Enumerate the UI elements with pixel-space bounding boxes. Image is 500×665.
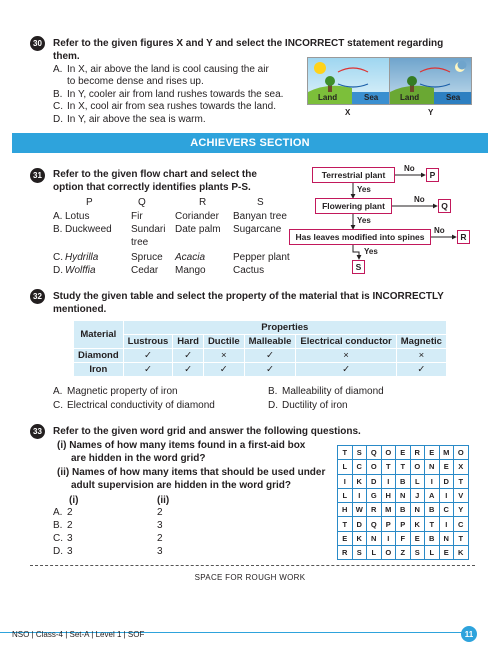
option-text: In X, air above the land is cool causing the air: [67, 64, 269, 75]
grid-cell: K: [352, 531, 367, 545]
q32-option-c[interactable]: [53, 400, 215, 413]
grid-cell: E: [338, 531, 353, 545]
flow-label-no-2: No: [414, 195, 425, 204]
grid-cell: L: [338, 460, 353, 474]
grid-cell: L: [367, 546, 382, 560]
option-letter: C.: [53, 400, 63, 411]
q31-header-q: Q: [138, 197, 146, 208]
table-cell: ×: [296, 349, 396, 363]
option-letter: A.: [53, 386, 63, 397]
grid-cell: H: [338, 503, 353, 517]
flow-label-no-1: No: [404, 164, 415, 173]
grid-cell: I: [439, 517, 454, 531]
grid-cell: G: [367, 488, 382, 502]
grid-cell: S: [352, 446, 367, 460]
grid-cell: T: [396, 460, 411, 474]
figure-x: [307, 57, 390, 105]
q30-option-d[interactable]: [53, 114, 206, 127]
grid-cell: R: [367, 503, 382, 517]
q30-option-c[interactable]: [53, 101, 276, 114]
grid-row: [338, 446, 469, 460]
option-text: Malleability of diamond: [282, 386, 384, 397]
q33-sub1-line2: are hidden in the word grid?: [71, 453, 206, 464]
grid-cell: I: [352, 488, 367, 502]
grid-cell: H: [381, 488, 396, 502]
col-magnetic: Magnetic: [396, 335, 446, 349]
grid-cell: M: [439, 446, 454, 460]
grid-cell: Q: [367, 446, 382, 460]
grid-cell: J: [410, 488, 425, 502]
grid-cell: T: [338, 446, 353, 460]
grid-cell: A: [425, 488, 440, 502]
grid-cell: O: [410, 460, 425, 474]
question-number-30: 30: [30, 36, 45, 51]
q33-col-i: (i): [69, 495, 79, 506]
q31-option-d-p: Wolffia: [65, 265, 96, 276]
q31-question-line1: Refer to the given flow chart and select the: [53, 169, 257, 180]
table-cell: ✓: [296, 363, 396, 377]
grid-cell: I: [425, 474, 440, 488]
q31-option-b-r: Date palm: [175, 224, 221, 235]
table-cell: ✓: [173, 349, 204, 363]
grid-cell: F: [396, 531, 411, 545]
col-electrical-conductor: Electrical conductor: [296, 335, 396, 349]
option-text: Ductility of iron: [282, 400, 348, 411]
flow-box-spines: Has leaves modified into spines: [289, 229, 431, 245]
achievers-section-banner: ACHIEVERS SECTION: [12, 133, 488, 153]
grid-cell: B: [425, 531, 440, 545]
option-letter: A.: [53, 507, 63, 518]
flow-label-no-3: No: [434, 226, 445, 235]
q32-option-a[interactable]: [53, 386, 178, 399]
grid-cell: W: [352, 503, 367, 517]
q33-question: Refer to the given word grid and answer the following questions.: [53, 426, 361, 437]
grid-row: [338, 503, 469, 517]
grid-cell: Q: [367, 517, 382, 531]
grid-cell: N: [410, 503, 425, 517]
grid-cell: P: [396, 517, 411, 531]
grid-cell: E: [425, 446, 440, 460]
grid-cell: D: [352, 517, 367, 531]
grid-cell: I: [439, 488, 454, 502]
grid-cell: B: [425, 503, 440, 517]
col-malleable: Malleable: [244, 335, 296, 349]
grid-cell: R: [338, 546, 353, 560]
q31-option-b-s: Sugarcane: [233, 224, 282, 235]
flow-box-r: R: [457, 230, 470, 244]
col-hard: Hard: [173, 335, 204, 349]
grid-cell: T: [454, 474, 469, 488]
q31-option-b-q-cont: tree: [131, 237, 149, 248]
word-grid: [337, 445, 469, 560]
grid-cell: P: [381, 517, 396, 531]
table-row: [74, 349, 447, 363]
properties-table: [73, 320, 447, 377]
option-letter: D.: [53, 114, 63, 125]
q31-option-d-letter[interactable]: D.: [53, 265, 63, 276]
grid-cell: B: [396, 503, 411, 517]
figure-y-caption: Y: [428, 108, 434, 117]
q31-option-c-q: Spruce: [131, 252, 163, 263]
grid-cell: N: [439, 531, 454, 545]
figure-x-land-label: Land: [318, 93, 338, 102]
grid-cell: T: [425, 517, 440, 531]
flow-label-yes-3: Yes: [364, 247, 378, 256]
grid-cell: O: [381, 446, 396, 460]
grid-row: [338, 474, 469, 488]
col-lustrous: Lustrous: [123, 335, 173, 349]
grid-cell: M: [381, 503, 396, 517]
table-cell: ✓: [173, 363, 204, 377]
col-ductile: Ductile: [203, 335, 244, 349]
option-ii: 2: [157, 507, 163, 518]
grid-cell: L: [425, 546, 440, 560]
grid-cell: T: [338, 517, 353, 531]
option-i: 3: [67, 533, 73, 544]
q33-sub1-line1: (i) Names of how many items found in a first-aid box: [57, 440, 306, 451]
q31-option-a-q: Fir: [131, 211, 143, 222]
q33-option-a[interactable]: [53, 507, 163, 520]
grid-cell: N: [396, 488, 411, 502]
option-letter: A.: [53, 64, 63, 75]
q30-question-line2: them.: [53, 51, 80, 62]
q33-col-ii: (ii): [157, 495, 170, 506]
flow-box-terrestrial: Terrestrial plant: [312, 167, 395, 183]
page-number: 11: [461, 626, 477, 642]
q32-question-line2: mentioned.: [53, 304, 107, 315]
grid-cell: E: [439, 546, 454, 560]
table-cell: ✓: [123, 363, 173, 377]
q31-option-c-p: Hydrilla: [65, 252, 99, 263]
table-cell: ✓: [203, 363, 244, 377]
q31-option-b-letter[interactable]: B.: [53, 224, 63, 235]
q30-option-a-cont: to become dense and rises up.: [67, 76, 204, 87]
grid-cell: R: [410, 446, 425, 460]
grid-cell: D: [439, 474, 454, 488]
question-number-32: 32: [30, 289, 45, 304]
flow-label-yes-1: Yes: [357, 185, 371, 194]
grid-cell: N: [425, 460, 440, 474]
q31-option-c-s: Pepper plant: [233, 252, 290, 263]
q31-header-s: S: [257, 197, 264, 208]
q31-option-a-s: Banyan tree: [233, 211, 287, 222]
properties-header: Properties: [123, 321, 446, 335]
q31-option-c-letter[interactable]: C.: [53, 252, 63, 263]
option-text: Magnetic property of iron: [67, 386, 178, 397]
option-letter: B.: [53, 520, 63, 531]
table-cell: ✓: [396, 363, 446, 377]
q31-option-d-s: Cactus: [233, 265, 265, 276]
grid-cell: L: [410, 474, 425, 488]
question-number-31: 31: [30, 168, 45, 183]
rough-work-label: SPACE FOR ROUGH WORK: [194, 573, 306, 582]
q33-sub2-line1: (ii) Names of how many items that should be used under: [57, 467, 326, 478]
option-letter: C.: [53, 101, 63, 112]
option-text: Electrical conductivity of diamond: [67, 400, 215, 411]
grid-cell: I: [338, 474, 353, 488]
material-header: Material: [74, 321, 124, 349]
grid-cell: S: [410, 546, 425, 560]
figure-x-sea-label: Sea: [364, 93, 379, 102]
q32-option-d[interactable]: [268, 400, 348, 413]
q33-option-c[interactable]: [53, 533, 163, 546]
row-header-diamond: Diamond: [74, 349, 124, 363]
divider: [30, 565, 475, 566]
option-i: 2: [67, 507, 73, 518]
grid-cell: O: [454, 446, 469, 460]
option-text: In X, cool air from sea rushes towards the land.: [67, 101, 276, 112]
grid-cell: K: [410, 517, 425, 531]
flow-box-flowering: Flowering plant: [315, 198, 392, 214]
footer-text: NSO | Class-4 | Set-A | Level 1 | SOF: [12, 630, 145, 639]
grid-cell: O: [367, 460, 382, 474]
grid-cell: T: [381, 460, 396, 474]
q33-sub2-line2: adult supervision are hidden in the word grid?: [71, 480, 292, 491]
grid-cell: L: [338, 488, 353, 502]
q31-option-c-r: Acacia: [175, 252, 206, 263]
grid-cell: I: [381, 474, 396, 488]
grid-row: [338, 546, 469, 560]
q33-option-d[interactable]: [53, 546, 163, 559]
grid-cell: C: [454, 517, 469, 531]
option-ii: 3: [157, 520, 163, 531]
q31-option-b-p: Duckweed: [65, 224, 112, 235]
option-i: 2: [67, 520, 73, 531]
grid-cell: K: [352, 474, 367, 488]
table-cell: ×: [203, 349, 244, 363]
figure-x-caption: X: [345, 108, 351, 117]
table-cell: ✓: [244, 363, 296, 377]
grid-cell: C: [352, 460, 367, 474]
question-number-33: 33: [30, 424, 45, 439]
figure-y-sea-label: Sea: [446, 93, 461, 102]
q31-option-a-letter[interactable]: A.: [53, 211, 63, 222]
option-text: In Y, cooler air from land rushes towards the sea.: [67, 89, 284, 100]
grid-cell: E: [439, 460, 454, 474]
grid-cell: Z: [396, 546, 411, 560]
q31-option-a-r: Coriander: [175, 211, 219, 222]
grid-cell: C: [439, 503, 454, 517]
grid-row: [338, 488, 469, 502]
q32-option-b[interactable]: [268, 386, 384, 399]
grid-cell: E: [410, 531, 425, 545]
grid-cell: T: [454, 531, 469, 545]
option-letter: D.: [268, 400, 278, 411]
option-ii: 2: [157, 533, 163, 544]
grid-cell: S: [352, 546, 367, 560]
q31-option-d-r: Mango: [175, 265, 206, 276]
option-i: 3: [67, 546, 73, 557]
table-cell: ✓: [244, 349, 296, 363]
q31-option-b-q: Sundari: [131, 224, 166, 235]
q31-option-a-p: Lotus: [65, 211, 90, 222]
grid-cell: V: [454, 488, 469, 502]
q31-option-d-q: Cedar: [131, 265, 159, 276]
q32-question-line1: Study the given table and select the property of the material that is INCORRECTLY: [53, 291, 444, 302]
q30-option-b[interactable]: [53, 89, 283, 102]
table-row: [74, 363, 447, 377]
table-cell: ✓: [123, 349, 173, 363]
option-ii: 3: [157, 546, 163, 557]
option-text: In Y, air above the sea is warm.: [67, 114, 206, 125]
option-letter: C.: [53, 533, 63, 544]
q30-question-line1: Refer to the given figures X and Y and select the INCORRECT statement regarding: [53, 38, 444, 49]
grid-cell: N: [367, 531, 382, 545]
grid-cell: K: [454, 546, 469, 560]
figure-y-land-label: Land: [400, 93, 420, 102]
grid-row: [338, 460, 469, 474]
grid-cell: X: [454, 460, 469, 474]
flow-box-p: P: [426, 168, 439, 182]
option-letter: B.: [53, 89, 63, 100]
grid-row: [338, 531, 469, 545]
flow-label-yes-2: Yes: [357, 216, 371, 225]
q31-header-p: P: [86, 197, 93, 208]
q33-option-b[interactable]: [53, 520, 163, 533]
q31-header-r: R: [199, 197, 207, 208]
grid-cell: Y: [454, 503, 469, 517]
grid-cell: E: [396, 446, 411, 460]
flow-box-s: S: [352, 260, 365, 274]
grid-row: [338, 517, 469, 531]
flow-box-q: Q: [438, 199, 451, 213]
grid-cell: O: [381, 546, 396, 560]
row-header-iron: Iron: [74, 363, 124, 377]
grid-cell: I: [381, 531, 396, 545]
grid-cell: B: [396, 474, 411, 488]
table-cell: ×: [396, 349, 446, 363]
q30-option-a[interactable]: [53, 64, 269, 77]
option-letter: B.: [268, 386, 278, 397]
q31-question-line2: option that correctly identifies plants P-S.: [53, 182, 251, 193]
grid-cell: D: [367, 474, 382, 488]
figure-y: [389, 57, 472, 105]
option-letter: D.: [53, 546, 63, 557]
